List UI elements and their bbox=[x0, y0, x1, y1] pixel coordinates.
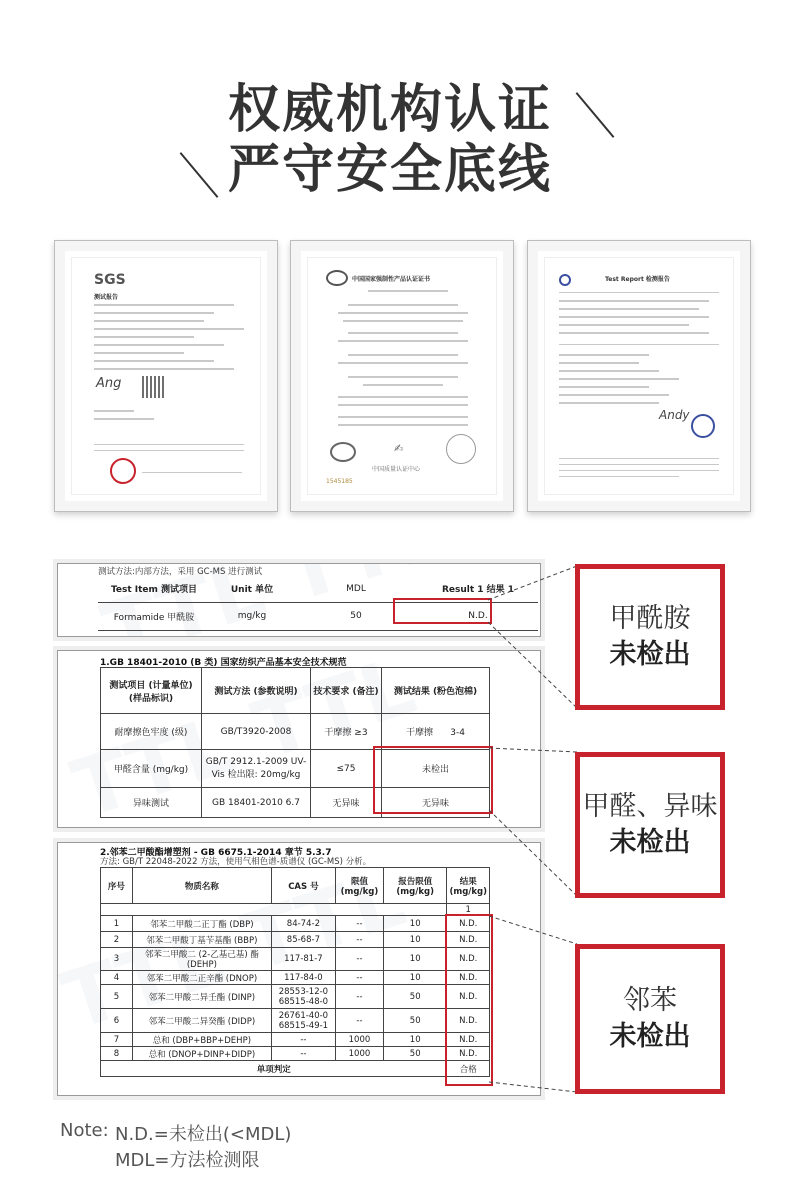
row-result: N.D. bbox=[447, 985, 490, 1009]
row-cas: 117-84-0 bbox=[271, 971, 335, 985]
phthalates-table bbox=[100, 867, 490, 1077]
col-test-item: 测试项目 (计量单位) (样品标识) bbox=[101, 668, 202, 714]
ccc-logo-icon bbox=[326, 270, 348, 286]
row-result: N.D. bbox=[447, 916, 490, 932]
cqc-logo-icon bbox=[330, 442, 356, 462]
row-cas: -- bbox=[271, 1033, 335, 1047]
headline-line-2: 严守安全底线 bbox=[228, 140, 553, 200]
col-mdl: MDL bbox=[294, 576, 418, 602]
row-no: 4 bbox=[101, 971, 133, 985]
row-substance: 邻苯二甲酸丁基苄基酯 (BBP) bbox=[132, 932, 271, 948]
row-report-limit: 10 bbox=[383, 932, 446, 948]
col-no: 序号 bbox=[101, 868, 133, 904]
certificate-frame-sgs[interactable] bbox=[54, 240, 278, 512]
row-limit: 1000 bbox=[335, 1047, 383, 1061]
row-req: 无异味 bbox=[311, 788, 382, 818]
formamide-unit: mg/kg bbox=[210, 602, 294, 630]
highlight-box-formamide bbox=[393, 598, 492, 624]
row-result: N.D. bbox=[447, 1047, 490, 1061]
verdict-value: 合格 bbox=[447, 1061, 490, 1077]
formamide-mdl: 50 bbox=[294, 602, 418, 630]
row-cas: 84-74-2 bbox=[271, 916, 335, 932]
callout-phthalates bbox=[575, 944, 725, 1094]
col-substance: 物质名称 bbox=[132, 868, 271, 904]
row-no: 5 bbox=[101, 985, 133, 1009]
certificate-paper bbox=[544, 257, 734, 495]
row-substance: 邻苯二甲酸二 (2-乙基己基) 酯 (DEHP) bbox=[132, 948, 271, 971]
row-cas: 117-81-7 bbox=[271, 948, 335, 971]
certificate-title: Test Report 检测报告 bbox=[605, 276, 670, 283]
slash-decoration bbox=[180, 152, 219, 198]
callout-status: 未检出 bbox=[609, 827, 691, 858]
callout-formamide bbox=[575, 564, 725, 710]
certifier-name: 中国质量认证中心 bbox=[372, 466, 421, 473]
row-substance: 总和 (DBP+BBP+DEHP) bbox=[132, 1033, 271, 1047]
row-result: N.D. bbox=[447, 971, 490, 985]
row-method: GB/T 2912.1-2009 UV-Vis 检出限: 20mg/kg bbox=[202, 750, 311, 788]
row-cas: 85-68-7 bbox=[271, 932, 335, 948]
row-substance: 邻苯二甲酸二异癸酯 (DIDP) bbox=[132, 1009, 271, 1033]
row-report-limit: 10 bbox=[383, 1033, 446, 1047]
row-result: 无异味 bbox=[382, 788, 490, 818]
signature: Ang bbox=[96, 376, 122, 391]
row-limit: -- bbox=[335, 985, 383, 1009]
col-requirement: 技术要求 (备注) bbox=[311, 668, 382, 714]
test-method-text: 测试方法:内部方法，采用 GC-MS 进行测试 bbox=[98, 567, 263, 577]
row-limit: -- bbox=[335, 948, 383, 971]
red-seal-icon bbox=[110, 458, 136, 484]
row-result-label: 干摩擦 bbox=[406, 728, 434, 738]
row-substance: 邻苯二甲酸二异壬酯 (DINP) bbox=[132, 985, 271, 1009]
row-result: N.D. bbox=[447, 948, 490, 971]
row-limit: -- bbox=[335, 916, 383, 932]
row-limit: 1000 bbox=[335, 1033, 383, 1047]
note-line-1: N.D.=未检出(<MDL) bbox=[115, 1124, 292, 1145]
certificate-paper bbox=[307, 257, 497, 495]
row-item: 异味测试 bbox=[101, 788, 202, 818]
highlight-box-phthalates bbox=[445, 914, 493, 1086]
section-title: 1.GB 18401-2010 (B 类) 国家纺织产品基本安全技术规范 bbox=[100, 658, 347, 668]
row-report-limit: 10 bbox=[383, 971, 446, 985]
signature: Andy bbox=[659, 408, 690, 422]
col-unit: Unit 单位 bbox=[210, 576, 294, 602]
signature: ✍ bbox=[394, 442, 404, 455]
row-no: 8 bbox=[101, 1047, 133, 1061]
row-method: GB/T3920-2008 bbox=[202, 714, 311, 750]
formamide-result: N.D. bbox=[418, 602, 538, 630]
note-label: Note: bbox=[60, 1120, 109, 1141]
row-no: 7 bbox=[101, 1033, 133, 1047]
round-seal-icon bbox=[446, 434, 476, 464]
blue-seal-icon bbox=[691, 414, 715, 438]
row-item: 甲醛含量 (mg/kg) bbox=[101, 750, 202, 788]
row-no: 2 bbox=[101, 932, 133, 948]
certificate-title: 测试报告 bbox=[94, 294, 119, 301]
col-test-item: Test Item 测试项目 bbox=[98, 576, 210, 602]
certificate-title: 中国国家强制性产品认证证书 bbox=[352, 276, 431, 283]
qr-code bbox=[142, 376, 164, 398]
verdict-label: 单项判定 bbox=[101, 1061, 447, 1077]
row-result: 3-4 bbox=[450, 728, 465, 738]
row-req: 干摩擦 ≥3 bbox=[311, 714, 382, 750]
row-limit: -- bbox=[335, 932, 383, 948]
row-item: 耐摩擦色牢度 (级) bbox=[101, 714, 202, 750]
note-line-2: MDL=方法检测限 bbox=[115, 1150, 260, 1171]
callout-subject: 邻苯 bbox=[623, 985, 677, 1016]
row-result: N.D. bbox=[447, 1033, 490, 1047]
serial-number: 1545185 bbox=[326, 478, 353, 485]
callout-formaldehyde-odor bbox=[575, 752, 725, 898]
highlight-box-formaldehyde-odor bbox=[373, 746, 493, 814]
callout-status: 未检出 bbox=[609, 639, 691, 670]
row-cas: 28553-12-0 68515-48-0 bbox=[271, 985, 335, 1009]
callout-subject: 甲醛、异味 bbox=[582, 791, 718, 822]
slash-decoration bbox=[576, 92, 615, 138]
col-result: Result 1 结果 1 bbox=[418, 576, 538, 602]
row-substance: 总和 (DNOP+DINP+DIDP) bbox=[132, 1047, 271, 1061]
headline-line-1: 权威机构认证 bbox=[228, 80, 553, 140]
certificate-frame-ccc[interactable] bbox=[290, 240, 514, 512]
sgs-logo: SGS bbox=[94, 272, 126, 288]
row-report-limit: 50 bbox=[383, 985, 446, 1009]
result-sample-no: 1 bbox=[447, 904, 490, 916]
formamide-item: Formamide 甲酰胺 bbox=[98, 602, 210, 630]
col-test-method: 测试方法 (参数说明) bbox=[202, 668, 311, 714]
row-no: 6 bbox=[101, 1009, 133, 1033]
certificate-paper bbox=[71, 257, 261, 495]
row-cas: 26761-40-0 68515-49-1 bbox=[271, 1009, 335, 1033]
row-report-limit: 10 bbox=[383, 948, 446, 971]
method-text: 方法: GB/T 22048-2022 方法，使用气相色谱-质谱仪 (GC-MS) 分析。 bbox=[100, 857, 372, 867]
col-cas: CAS 号 bbox=[271, 868, 335, 904]
certificate-frame-test-report[interactable] bbox=[527, 240, 751, 512]
callout-subject: 甲酰胺 bbox=[609, 603, 691, 634]
row-report-limit: 50 bbox=[383, 1047, 446, 1061]
row-report-limit: 10 bbox=[383, 916, 446, 932]
row-req: ≤75 bbox=[311, 750, 382, 788]
callout-status: 未检出 bbox=[609, 1021, 691, 1052]
col-limit: 限值 (mg/kg) bbox=[335, 868, 383, 904]
row-limit: -- bbox=[335, 1009, 383, 1033]
row-result: N.D. bbox=[447, 1009, 490, 1033]
row-substance: 邻苯二甲酸二正辛酯 (DNOP) bbox=[132, 971, 271, 985]
section-title: 2.邻苯二甲酸酯增塑剂 - GB 6675.1-2014 章节 5.3.7 bbox=[100, 848, 332, 858]
col-result: 结果 (mg/kg) bbox=[447, 868, 490, 904]
col-result: 测试结果 (粉色泡棉) bbox=[382, 668, 490, 714]
row-result: 未检出 bbox=[382, 750, 490, 788]
row-report-limit: 50 bbox=[383, 1009, 446, 1033]
row-no: 3 bbox=[101, 948, 133, 971]
row-substance: 邻苯二甲酸二正丁酯 (DBP) bbox=[132, 916, 271, 932]
row-method: GB 18401-2010 6.7 bbox=[202, 788, 311, 818]
ttl-logo-icon bbox=[559, 274, 571, 286]
col-report-limit: 报告限值 (mg/kg) bbox=[383, 868, 446, 904]
row-cas: -- bbox=[271, 1047, 335, 1061]
row-result: N.D. bbox=[447, 932, 490, 948]
row-limit: -- bbox=[335, 971, 383, 985]
row-no: 1 bbox=[101, 916, 133, 932]
